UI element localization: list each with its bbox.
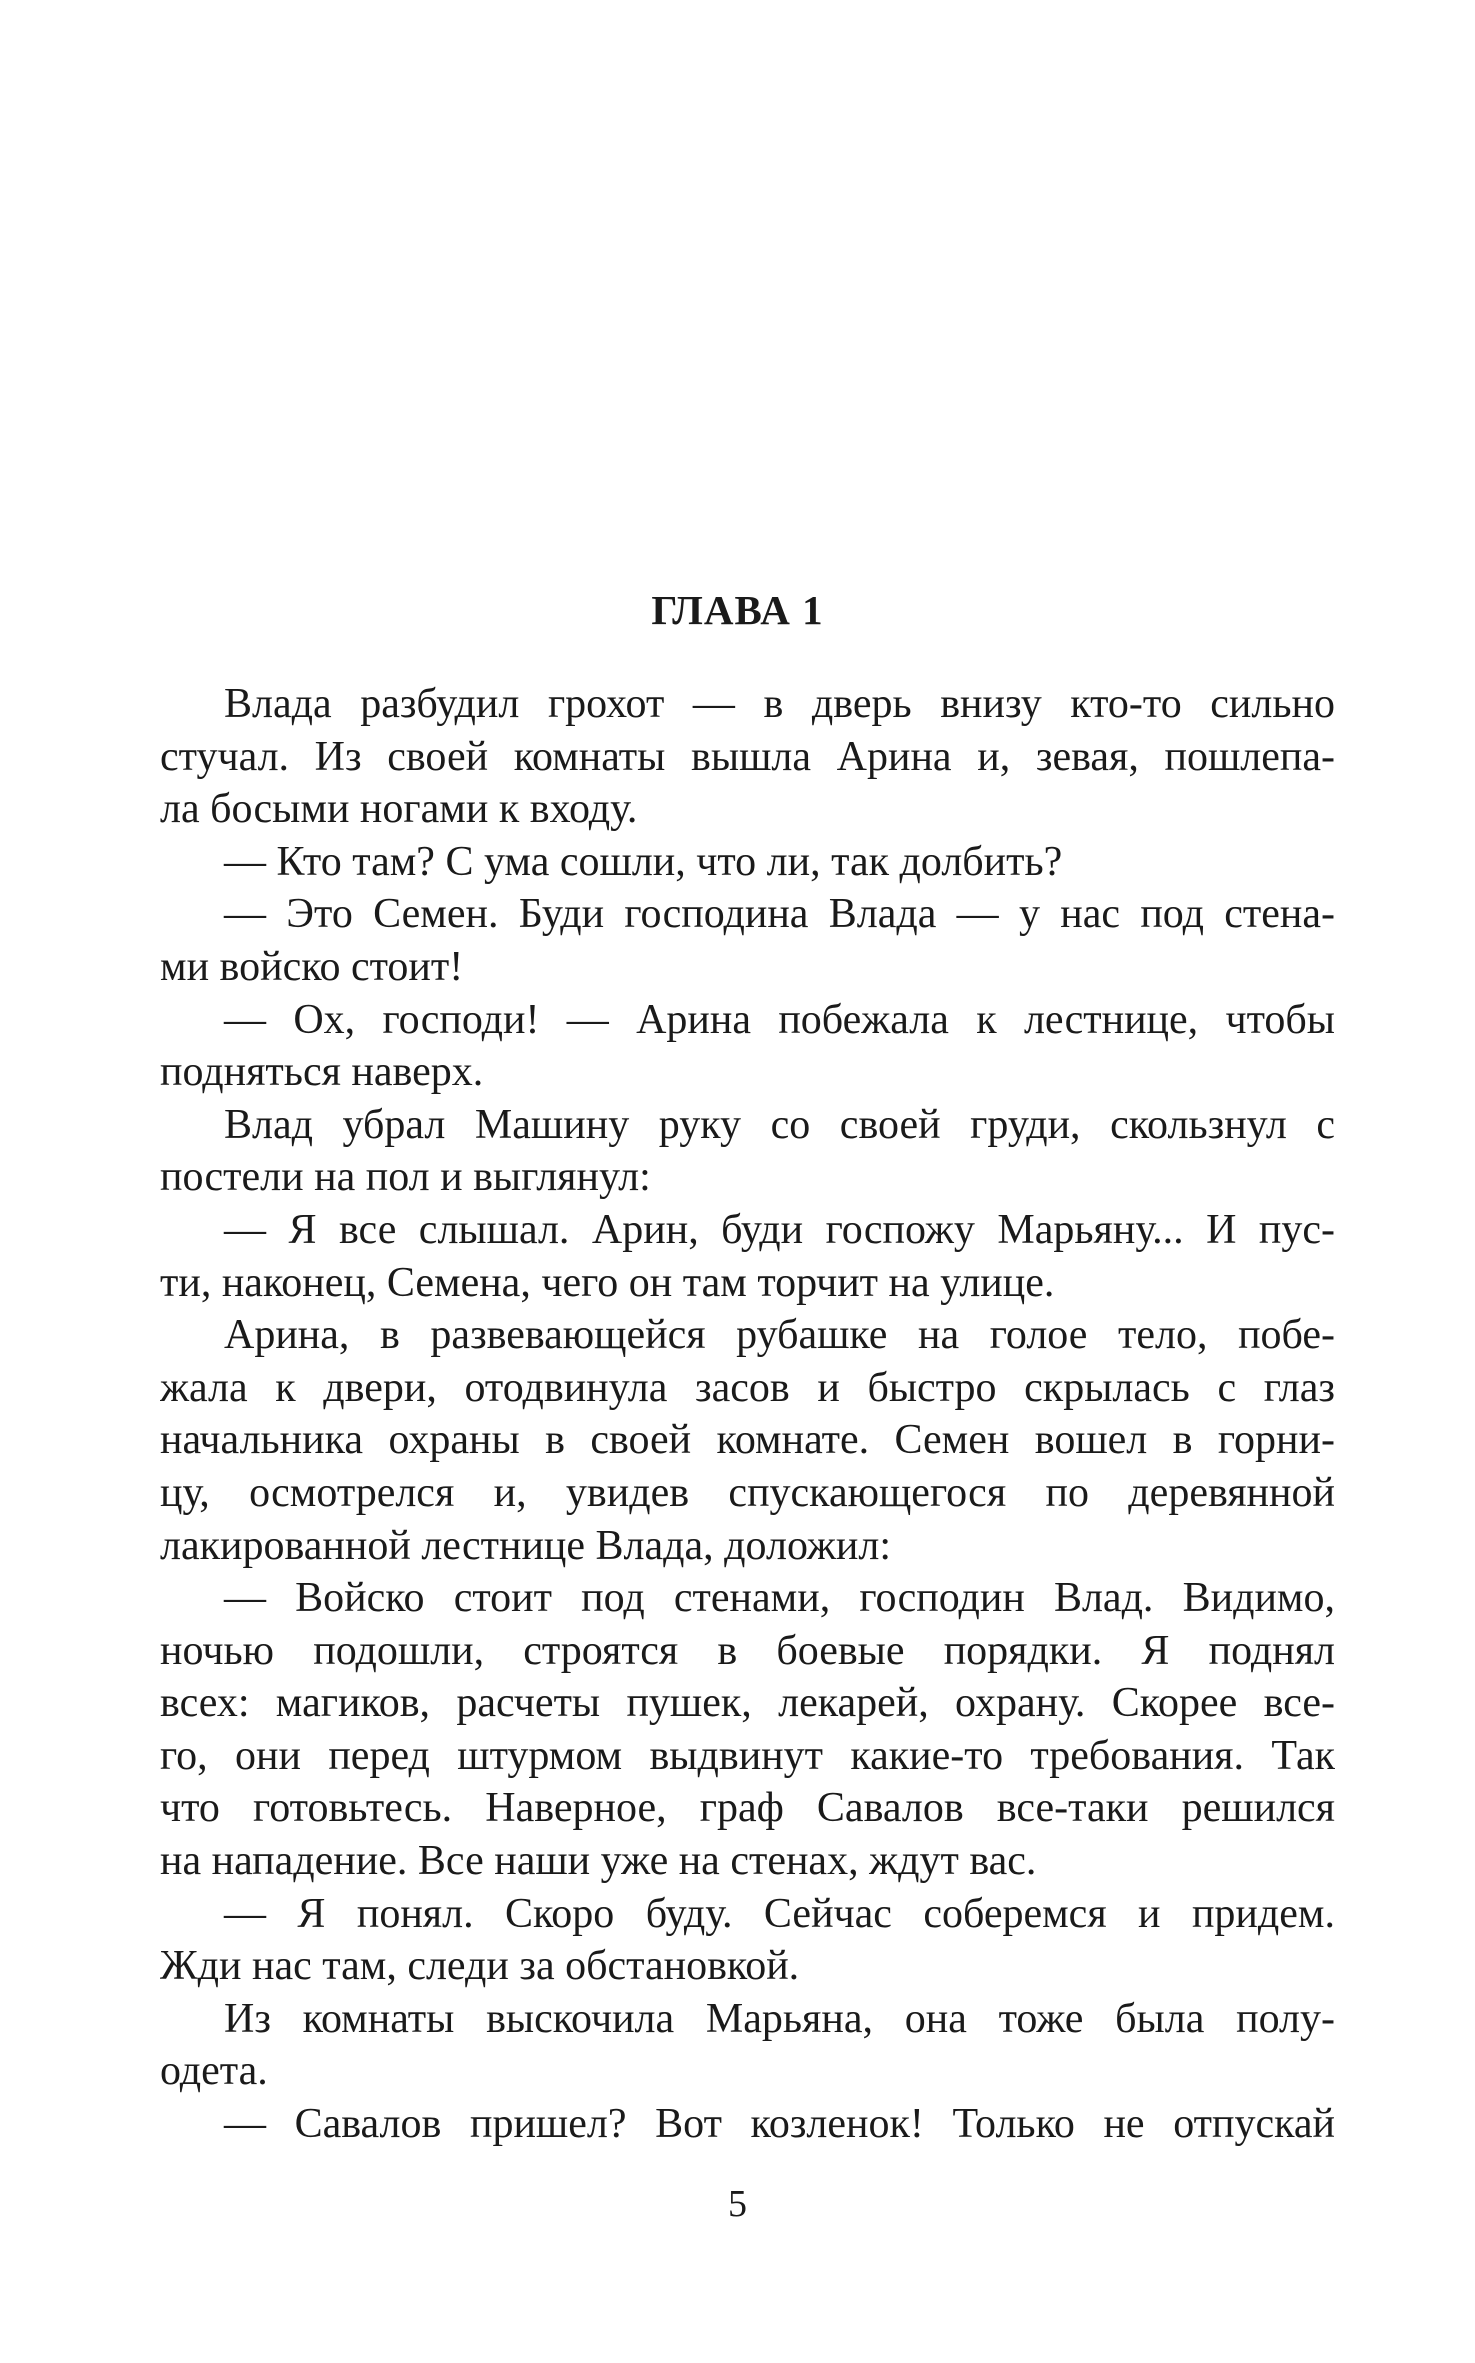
chapter-title: ГЛАВА 1: [651, 587, 824, 633]
text-line: всех: магиков, расчеты пушек, лекарей, охрану. Скорее все-: [160, 1680, 1335, 1727]
text-line: Влад убрал Машину руку со своей груди, скользнул с: [224, 1101, 1335, 1148]
text-line: подняться наверх.: [160, 1049, 484, 1096]
text-line: Из комнаты выскочила Марьяна, она тоже была полу-: [224, 1995, 1335, 2042]
text-line: лакированной лестнице Влада, доложил:: [160, 1522, 892, 1569]
text-line: — Кто там? С ума сошли, что ли, так долбить?: [224, 838, 1063, 885]
text-line: Влада разбудил грохот — в дверь внизу кто-то сильно: [224, 681, 1335, 727]
text-line: ночью подошли, строятся в боевые порядки. Я поднял: [160, 1627, 1335, 1674]
text-line: ти, наконец, Семена, чего он там торчит на улице.: [160, 1259, 1055, 1306]
text-line: Жди нас там, следи за обстановкой.: [160, 1943, 800, 1990]
text-line: ми войско стоит!: [160, 943, 464, 990]
text-line: что готовьтесь. Наверное, граф Савалов все-таки решился: [160, 1785, 1335, 1832]
text-line: начальника охраны в своей комнате. Семен вошел в горни-: [160, 1417, 1335, 1464]
text-line: — Я все слышал. Арин, буди госпожу Марьяну... И пус-: [224, 1206, 1335, 1253]
body-text: [160, 678, 1335, 2151]
text-line: постели на пол и выглянул:: [160, 1154, 651, 1201]
text-line: го, они перед штурмом выдвинут какие-то требования. Так: [160, 1732, 1335, 1779]
text-line: Арина, в развевающейся рубашке на голое тело, побе-: [224, 1312, 1335, 1359]
text-line: стучал. Из своей комнаты вышла Арина и, зевая, пошлепа-: [160, 733, 1335, 780]
text-line: одета.: [160, 2048, 268, 2095]
page-number: 5: [728, 2183, 747, 2225]
text-line: жала к двери, отодвинула засов и быстро скрылась с глаз: [160, 1364, 1335, 1411]
text-line: — Это Семен. Буди господина Влада — у нас под стена-: [224, 891, 1335, 938]
text-line: — Я понял. Скоро буду. Сейчас соберемся и придем.: [224, 1890, 1335, 1937]
text-line: цу, осмотрелся и, увидев спускающегося по деревянной: [160, 1469, 1335, 1516]
text-line: ла босыми ногами к входу.: [160, 786, 638, 833]
text-line: — Войско стоит под стенами, господин Влад. Видимо,: [224, 1575, 1335, 1622]
text-line: — Савалов пришел? Вот козленок! Только не отпускай: [224, 2101, 1335, 2148]
text-line: на нападение. Все наши уже на стенах, ждут вас.: [160, 1838, 1037, 1885]
text-line: — Ох, господи! — Арина побежала к лестнице, чтобы: [224, 996, 1335, 1043]
